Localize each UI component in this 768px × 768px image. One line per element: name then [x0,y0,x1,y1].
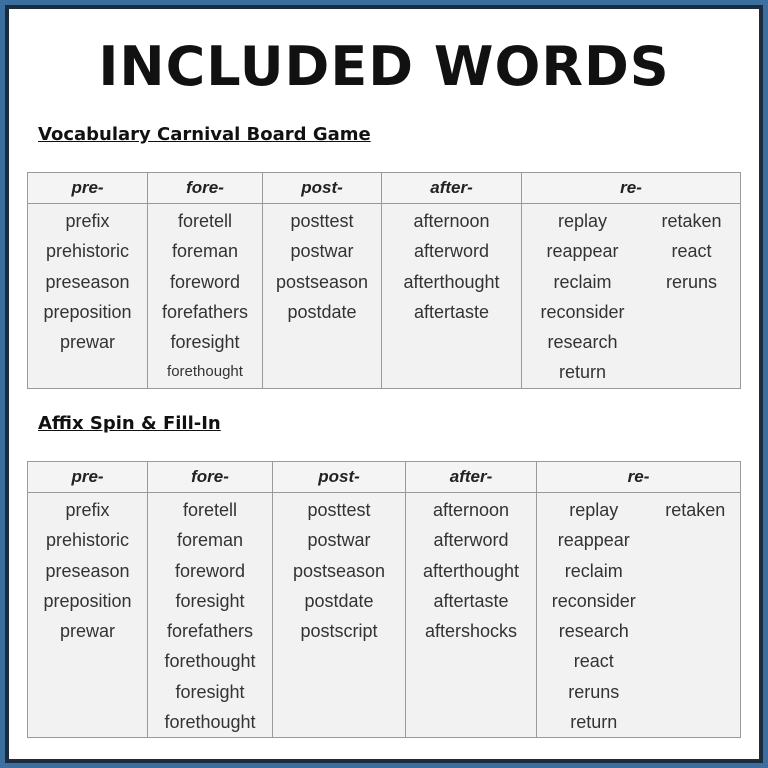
word-list [148,206,262,388]
table-body-row [28,493,741,738]
word-item: foresight [170,332,240,353]
column-header: re- [537,462,741,493]
column-header: post- [273,462,406,493]
word-item: preposition [43,590,132,611]
column-header: fore- [148,462,273,493]
column-header: after- [382,173,522,204]
word-item: prefix [65,500,110,520]
word-item: return [570,712,618,733]
word-item: postwar [307,530,371,551]
word-list [540,206,624,388]
word-cell [273,493,406,738]
word-table-spin-fill [27,461,741,738]
word-item: react [573,651,614,672]
word-item: reconsider [551,590,636,611]
word-item: foreman [171,241,239,262]
word-list [28,206,147,357]
word-item: forefathers [161,301,249,322]
page [9,9,759,759]
word-item: react [671,241,712,262]
word-item: retaken [661,211,722,231]
word-item: posttest [307,500,371,520]
word-item: prehistoric [45,530,130,551]
word-item: replay [557,211,607,231]
word-cell [382,204,522,389]
word-cell [148,493,273,738]
word-list [552,495,636,737]
word-item: replay [569,500,619,520]
page-frame-inner [5,5,763,763]
word-item: afternoon [413,211,490,231]
table-header-row [28,173,741,204]
word-item: postscript [300,621,378,642]
word-item: foreword [169,271,241,292]
word-item: postdate [287,301,357,322]
word-item: reclaim [564,560,623,581]
column-header: fore- [148,173,263,204]
word-item: postseason [292,560,386,581]
word-item: reruns [665,271,717,292]
word-item: forethought [167,363,243,381]
word-item: research [558,621,629,642]
word-item: posttest [290,211,354,231]
word-item: aftershocks [424,621,518,642]
word-item: forethought [164,651,256,672]
word-item: reappear [546,241,619,262]
word-cell [406,493,537,738]
word-item: foresight [175,681,245,702]
page-title: INCLUDED WORDS [98,35,670,98]
word-list [406,495,536,646]
word-list [263,206,381,327]
section-heading-board-game: Vocabulary Carnival Board Game [38,124,371,145]
word-cell [28,493,148,738]
word-item: reappear [557,530,630,551]
column-header: after- [406,462,537,493]
word-cell [537,493,741,738]
word-item: foreman [176,530,244,551]
word-item: foresight [175,590,245,611]
word-item: return [558,362,606,383]
word-cell [522,204,741,389]
word-item: forethought [164,712,256,733]
word-item: afterword [433,530,509,551]
word-item: aftertaste [433,590,509,611]
word-item: foreword [174,560,246,581]
word-columns [537,495,740,737]
word-item: reconsider [540,301,625,322]
column-header: post- [263,173,382,204]
word-item: research [547,332,618,353]
word-item: prewar [59,621,116,642]
word-cell [263,204,382,389]
word-item: preseason [45,560,130,581]
word-item: afterthought [403,271,500,292]
column-header: pre- [28,173,148,204]
word-columns [522,206,740,388]
word-item: preposition [43,301,132,322]
word-item: aftertaste [413,301,490,322]
word-item: foretell [177,211,233,231]
word-item: prehistoric [45,241,130,262]
word-list [382,206,521,327]
word-item: forefathers [166,621,254,642]
word-item: prewar [59,332,116,353]
column-header: pre- [28,462,148,493]
word-list [665,495,725,737]
word-item: postseason [275,271,369,292]
word-item: afternoon [432,500,510,520]
word-item: prefix [65,211,110,231]
word-item: reclaim [553,271,612,292]
word-cell [148,204,263,389]
word-table-board-game [27,172,741,389]
word-cell [28,204,148,389]
word-item: postdate [304,590,374,611]
word-item: foretell [182,500,238,520]
word-item: postwar [290,241,354,262]
word-item: afterthought [422,560,520,581]
word-item: retaken [665,500,726,520]
table-header-row [28,462,741,493]
word-list [273,495,405,646]
word-list [661,206,721,388]
table-body-row [28,204,741,389]
column-header: re- [522,173,741,204]
word-item: afterword [413,241,490,262]
word-item: preseason [45,271,130,292]
word-item: reruns [568,681,620,702]
word-list [148,495,272,737]
word-list [28,495,147,646]
section-heading-spin-fill: Affix Spin & Fill-In [38,413,221,434]
